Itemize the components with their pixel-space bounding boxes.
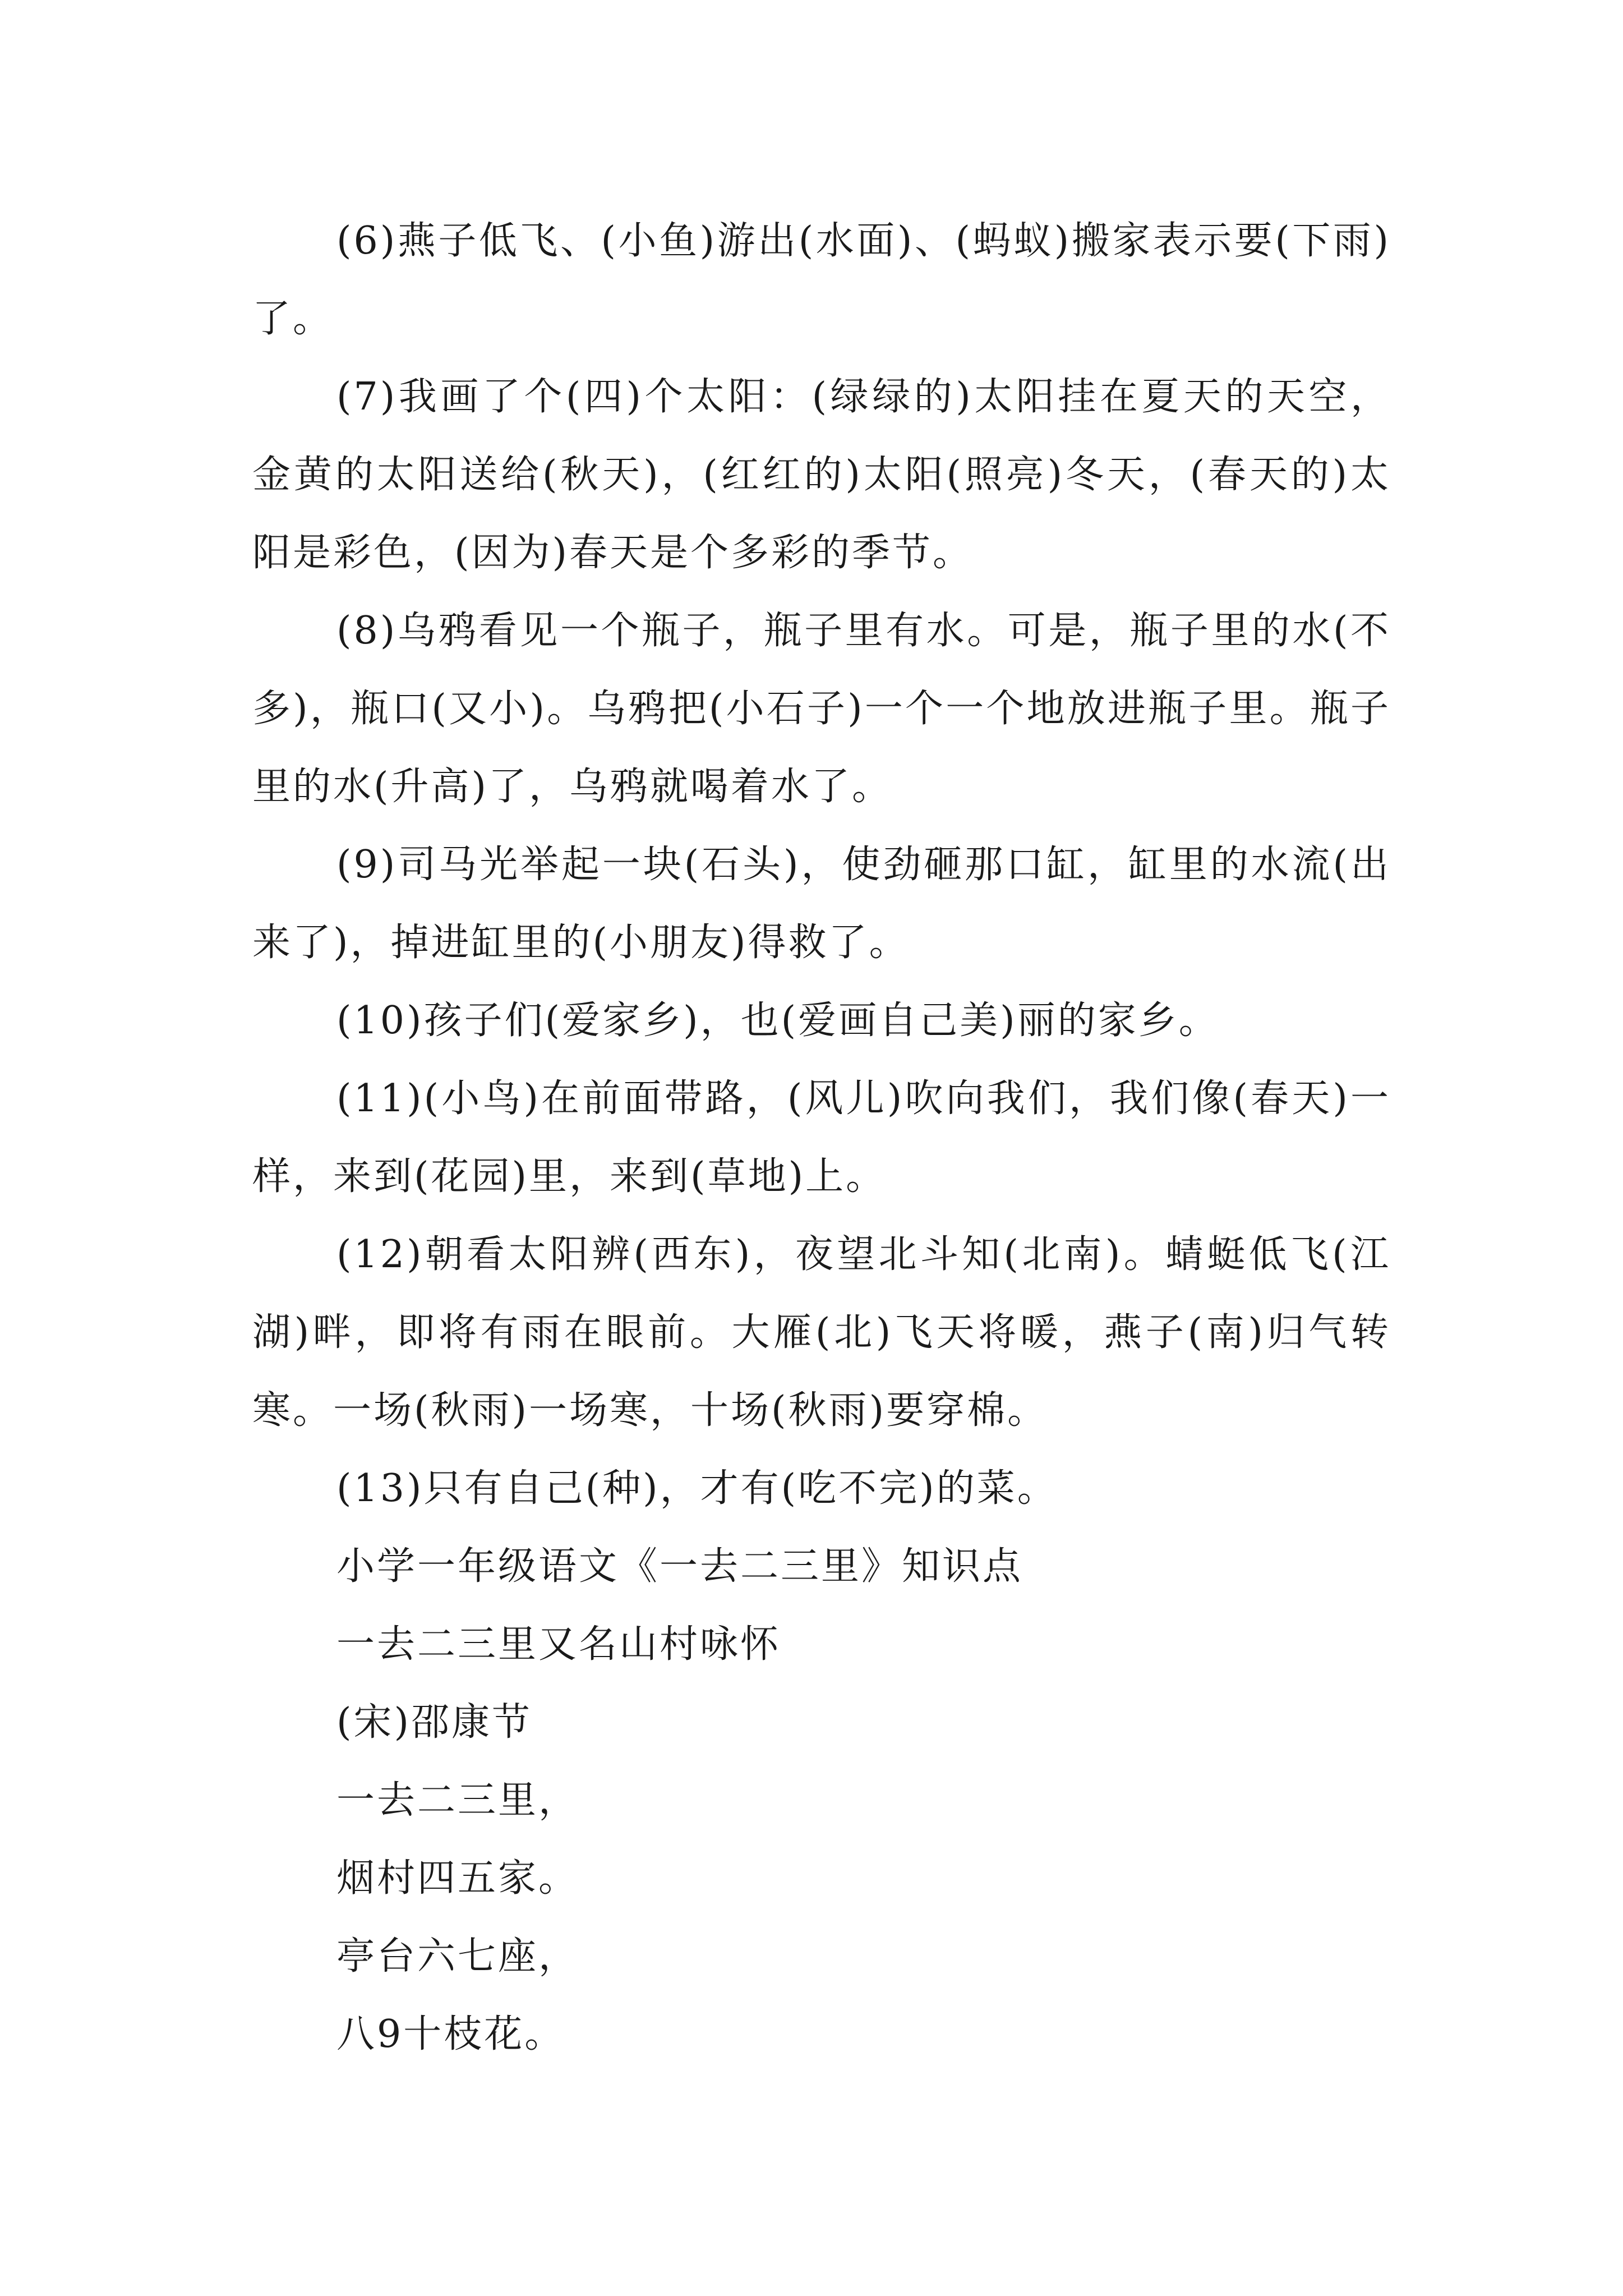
paragraph-6: (6)燕子低飞、(小鱼)游出(水面)、(蚂蚁)搬家表示要(下雨)了。 — [252, 219, 1391, 341]
document-body — [252, 202, 1391, 2073]
paragraph-12: (12)朝看太阳辨(西东)，夜望北斗知(北南)。蜻蜓低飞(江湖)畔，即将有雨在眼前。大雁(北)飞天将暖，燕子(南)归气转寒。一场(秋雨)一场寒，十场(秋雨)要穿棉。 — [252, 1232, 1391, 1433]
paragraph-7: (7)我画了个(四)个太阳：(绿绿的)太阳挂在夏天的天空，金黄的太阳送给(秋天)，(红红的)太阳(照亮)冬天，(春天的)太阳是彩色，(因为)春天是个多彩的季节。 — [252, 375, 1391, 575]
poem-author: (宋)邵康节 — [336, 1700, 533, 1745]
paragraph-13: (13)只有自己(种)，才有(吃不完)的菜。 — [336, 1466, 1058, 1511]
poem-title: 一去二三里又名山村咏怀 — [336, 1622, 781, 1667]
poem-line: 亭台六七座， — [336, 1934, 579, 1978]
paragraph-8: (8)乌鸦看见一个瓶子，瓶子里有水。可是，瓶子里的水(不多)，瓶口(又小)。乌鸦把(小石子)一个一个地放进瓶子里。瓶子里的水(升高)了，乌鸦就喝着水了。 — [252, 609, 1391, 809]
poem-line: 烟村四五家。 — [336, 1856, 579, 1901]
paragraph-10: (10)孩子们(爱家乡)，也(爱画自己美)丽的家乡。 — [336, 999, 1219, 1043]
paragraph-9: (9)司马光举起一块(石头)，使劲砸那口缸，缸里的水流(出来了)，掉进缸里的(小朋友)得救了。 — [252, 843, 1391, 965]
poem-line: 一去二三里， — [336, 1778, 579, 1823]
poem-line: 八9十枝花。 — [336, 2012, 565, 2056]
paragraph-11: (11)(小鸟)在前面带路，(风儿)吹向我们，我们像(春天)一样，来到(花园)里，来到(草地)上。 — [252, 1076, 1391, 1199]
section-title: 小学一年级语文《一去二三里》知识点 — [336, 1544, 1023, 1589]
